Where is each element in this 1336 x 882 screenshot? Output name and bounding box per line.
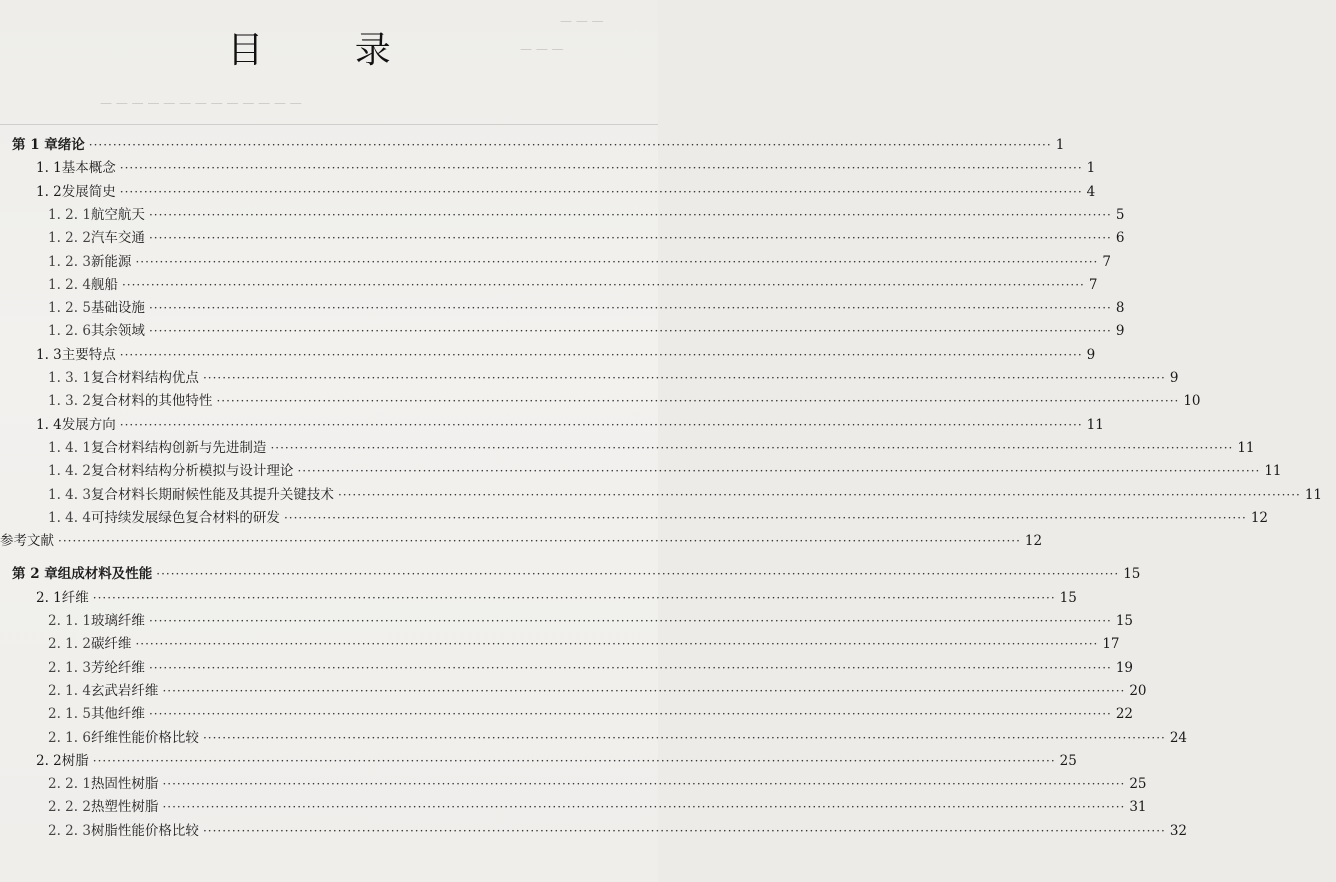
toc-entry-title: 发展简史 — [61, 183, 116, 200]
toc-entry-page-number: 1 — [1055, 137, 1065, 153]
toc-entry[interactable] — [0, 246, 1111, 270]
toc-entry-page-number: 4 — [1086, 183, 1096, 200]
toc-entry-number: 1. 2 — [36, 183, 62, 200]
dot-leader: ········································································································································································································ — [58, 534, 1021, 549]
toc-entry-number: 第 2 章 — [12, 566, 58, 583]
toc-entry-number: 2. 2. 2 — [48, 799, 91, 816]
dot-leader: ········································································································································································································ — [297, 464, 1261, 479]
toc-entry-page-number: 11 — [1264, 463, 1282, 480]
dot-leader: ········································································································································································································ — [283, 510, 1247, 525]
toc-entry-page-number: 15 — [1123, 566, 1141, 583]
toc-entry-title: 基本概念 — [61, 160, 116, 177]
toc-entry-number: 2. 1. 3 — [48, 659, 91, 676]
dot-leader: ········································································································································································································ — [337, 487, 1301, 502]
toc-entry-page-number: 20 — [1129, 682, 1147, 699]
dot-leader: ········································································································································································································ — [202, 823, 1166, 838]
toc-entry[interactable] — [0, 199, 1125, 223]
toc-entry[interactable] — [0, 745, 1077, 769]
toc-entry[interactable] — [0, 455, 1282, 480]
toc-entry-title: 纤维性能价格比较 — [90, 729, 199, 746]
toc-entry[interactable] — [0, 582, 1077, 606]
toc-entry-page-number: 1 — [1086, 160, 1096, 177]
dot-leader: ········································································································································································································ — [162, 683, 1126, 698]
toc-entry-number: 1. 4. 4 — [48, 509, 91, 526]
toc-entry[interactable] — [0, 339, 1096, 363]
toc-entry-number: 1. 2. 4 — [48, 276, 91, 293]
toc-entry-number: 1. 4. 1 — [48, 439, 91, 456]
toc-entry-page-number: 31 — [1129, 799, 1147, 816]
page-title: 目 录 — [227, 30, 431, 71]
toc-entry-page-number: 6 — [1115, 230, 1125, 247]
toc-entry-title: 热塑性树脂 — [90, 799, 159, 816]
toc-entry-title: 发展方向 — [61, 416, 116, 433]
toc-entry-number: 2. 1. 5 — [48, 706, 91, 723]
toc-entry[interactable] — [0, 502, 1269, 526]
dot-leader: ········································································································································································································ — [88, 138, 1052, 152]
toc-entry-number: 1. 1 — [36, 160, 62, 177]
dot-leader: ········································································································································································································ — [119, 417, 1083, 432]
toc-entry-page-number: 7 — [1102, 253, 1111, 270]
toc-entry-number: 1. 2. 2 — [48, 230, 91, 247]
toc-entry-title: 新能源 — [90, 253, 132, 270]
toc-entry-title: 树脂 — [61, 752, 89, 769]
toc-entry[interactable] — [0, 675, 1147, 699]
dot-leader: ········································································································································································································ — [92, 590, 1056, 605]
toc-entry-title: 其余领域 — [90, 323, 145, 340]
toc-entry-page-number: 11 — [1086, 416, 1104, 433]
toc-entry-title: 复合材料结构创新与先进制造 — [90, 439, 267, 456]
toc-entry-number: 2. 2. 1 — [48, 776, 91, 793]
toc-entry-page-number: 9 — [1086, 346, 1096, 363]
toc-entry-page-number: 25 — [1129, 776, 1147, 793]
toc-entry-title: 航空航天 — [90, 206, 145, 223]
dot-leader: ········································································································································································································ — [162, 777, 1126, 792]
toc-entry-page-number: 12 — [1250, 509, 1269, 526]
toc-entry[interactable] — [0, 605, 1134, 629]
toc-entry-title: 绪论 — [57, 137, 85, 153]
toc-entry[interactable] — [0, 362, 1179, 386]
toc-entry-title: 芳纶纤维 — [90, 659, 145, 676]
dot-leader: ········································································································································································································ — [202, 730, 1166, 745]
dot-leader: ········································································································································································································ — [202, 371, 1166, 385]
toc-entry-page-number: 11 — [1237, 439, 1255, 456]
toc-entry[interactable] — [0, 152, 1096, 177]
dot-leader: ········································································································································································································ — [135, 637, 1099, 652]
toc-entry-number: 1. 3. 2 — [48, 393, 91, 410]
toc-entry-number: 1. 2. 5 — [48, 300, 91, 317]
toc-entry-number: 1. 4 — [36, 416, 62, 433]
toc-entry-title: 玻璃纤维 — [90, 613, 145, 629]
header-rule — [0, 124, 658, 125]
toc-entry-page-number: 9 — [1115, 323, 1125, 340]
dot-leader: ········································································································································································································ — [121, 277, 1085, 292]
toc-entry[interactable] — [0, 222, 1125, 247]
show-through-text: — — — — [520, 42, 564, 56]
dot-leader: ········································································································································································································ — [270, 440, 1234, 455]
toc-entry-title: 舰船 — [90, 276, 118, 293]
dot-leader: ········································································································································································································ — [148, 301, 1112, 316]
toc-entry-page-number: 5 — [1115, 206, 1125, 223]
toc-entry-number: 1. 4. 2 — [48, 463, 91, 480]
toc-entry-page-number: 10 — [1183, 393, 1201, 410]
toc-entry-number: 2. 1. 2 — [48, 636, 91, 653]
toc-entry-title: 复合材料结构分析模拟与设计理论 — [90, 463, 294, 480]
toc-entry[interactable] — [0, 791, 1147, 816]
dot-leader: ········································································································································································································ — [216, 394, 1180, 409]
toc-entry-title: 其他纤维 — [90, 706, 145, 723]
dot-leader: ········································································································································································································ — [148, 707, 1112, 722]
dot-leader: ········································································································································································································ — [148, 324, 1112, 339]
toc-entry[interactable] — [0, 385, 1201, 410]
toc-entry[interactable] — [0, 628, 1120, 653]
toc-entry-number: 1. 3 — [36, 346, 62, 363]
toc-entry-title: 汽车交通 — [90, 230, 145, 247]
dot-leader: ········································································································································································································ — [148, 660, 1112, 675]
toc-entry[interactable] — [0, 409, 1104, 433]
toc-entry-page-number: 19 — [1115, 659, 1134, 676]
toc-entry-page-number: 15 — [1115, 613, 1134, 629]
toc-entry-page-number: 12 — [1024, 533, 1043, 550]
toc-entry[interactable] — [0, 558, 1141, 583]
toc-entry-title: 碳纤维 — [90, 636, 132, 653]
toc-entry-title: 纤维 — [61, 589, 89, 606]
dot-leader: ········································································································································································································ — [148, 614, 1112, 628]
toc-entry[interactable] — [0, 722, 1188, 746]
toc-entry-number: 1. 3. 1 — [48, 370, 91, 386]
dot-leader: ········································································································································································································ — [148, 207, 1112, 222]
dot-leader: ········································································································································································································ — [119, 184, 1083, 199]
toc-entry-title: 玄武岩纤维 — [90, 682, 159, 699]
toc-entry-number: 2. 1 — [36, 589, 62, 606]
toc-entry-page-number: 22 — [1115, 706, 1134, 723]
toc-entry-page-number: 32 — [1169, 822, 1188, 839]
show-through-text: — — — — — — — — — — — — — — [100, 96, 302, 110]
toc-entry-title: 主要特点 — [61, 346, 116, 363]
toc-entry[interactable] — [0, 176, 1096, 200]
toc-entry-number: 2. 1. 1 — [48, 613, 91, 629]
dot-leader: ········································································································································································································ — [148, 231, 1112, 246]
toc-entry-page-number: 17 — [1102, 636, 1120, 653]
toc-entry-title: 基础设施 — [90, 300, 145, 317]
toc-entry[interactable] — [0, 292, 1125, 317]
toc-entry-title: 复合材料结构优点 — [90, 370, 199, 386]
toc-entry-number: 2. 2. 3 — [48, 822, 91, 839]
toc-entry-title: 树脂性能价格比较 — [90, 822, 199, 839]
toc-entry-page-number: 9 — [1169, 370, 1179, 386]
toc-entry[interactable] — [0, 479, 1323, 503]
toc-entry[interactable] — [0, 269, 1098, 293]
toc-entry[interactable] — [0, 315, 1125, 340]
toc-entry-page-number: 24 — [1169, 729, 1188, 746]
toc-entry[interactable] — [0, 768, 1147, 793]
toc-entry[interactable] — [0, 432, 1255, 456]
toc-entry-page-number: 15 — [1059, 589, 1077, 606]
toc-entry-number: 2. 1. 6 — [48, 729, 91, 746]
toc-entry-number: 第 1 章 — [12, 137, 58, 153]
toc-entry-number: 2. 1. 4 — [48, 682, 91, 699]
toc-entry[interactable] — [0, 698, 1134, 723]
toc-entry-title: 可持续发展绿色复合材料的研发 — [90, 509, 280, 526]
show-through-text: — — — — [560, 14, 604, 28]
toc-entry-page-number: 11 — [1304, 486, 1323, 503]
dot-leader: ········································································································································································································ — [119, 347, 1083, 362]
toc-entry[interactable] — [0, 815, 1188, 839]
toc-entry-page-number: 8 — [1115, 300, 1125, 317]
toc-entry-number: 2. 2 — [36, 752, 62, 769]
toc-entry[interactable] — [0, 525, 1043, 550]
toc-entry-page-number: 7 — [1088, 276, 1098, 293]
toc-entry-page-number: 25 — [1059, 752, 1077, 769]
toc-entry-number: 1. 2. 3 — [48, 253, 91, 270]
toc-entry-title: 复合材料长期耐候性能及其提升关键技术 — [90, 486, 334, 503]
dot-leader: ········································································································································································································ — [135, 254, 1099, 269]
toc-entry-number: 1. 2. 1 — [48, 206, 91, 223]
dot-leader: ········································································································································································································ — [156, 567, 1120, 582]
toc-entry[interactable] — [0, 129, 1065, 153]
toc-entry-title: 参考文献 — [0, 533, 54, 550]
toc-entry-number: 1. 4. 3 — [48, 486, 91, 503]
dot-leader: ········································································································································································································ — [92, 753, 1056, 768]
toc-entry[interactable] — [0, 652, 1134, 676]
dot-leader: ········································································································································································································ — [162, 800, 1126, 815]
toc-entry-number: 1. 2. 6 — [48, 323, 91, 340]
toc-entry-title: 组成材料及性能 — [57, 566, 153, 583]
dot-leader: ········································································································································································································ — [119, 161, 1083, 176]
toc-entry-title: 复合材料的其他特性 — [90, 393, 213, 410]
toc-entry-title: 热固性树脂 — [90, 776, 159, 793]
